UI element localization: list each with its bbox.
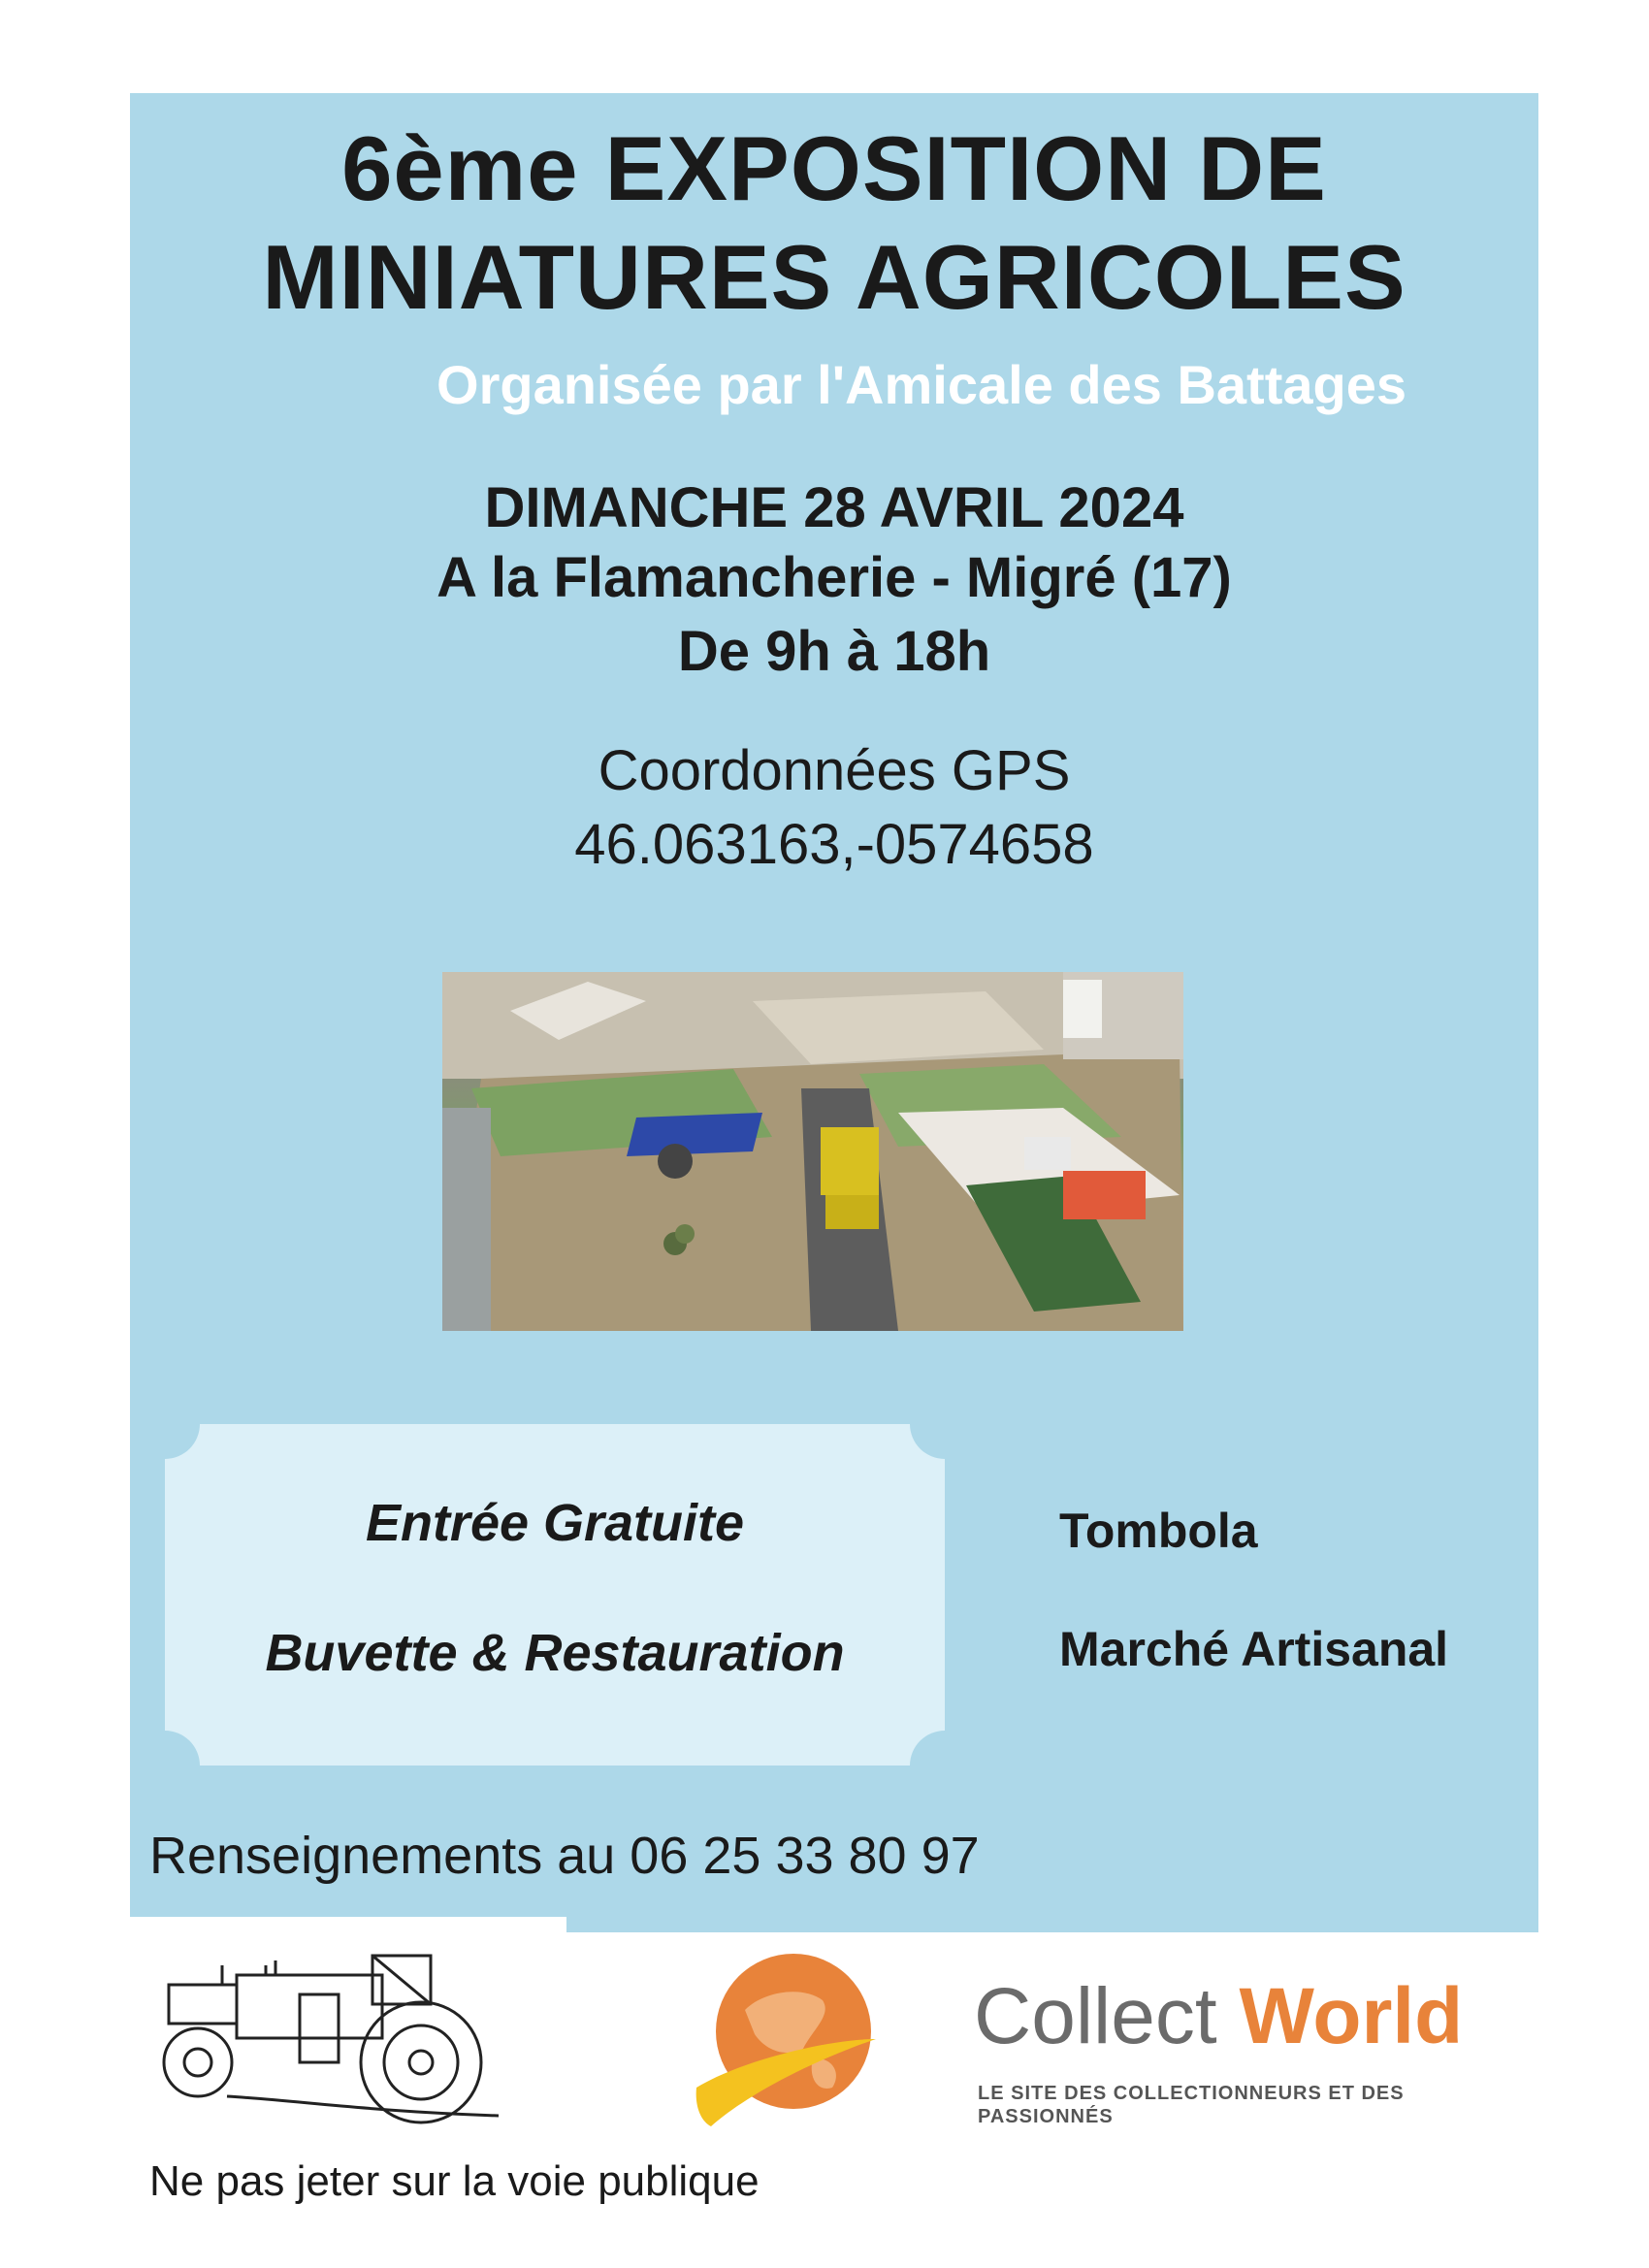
sponsor-box (681, 1936, 1538, 2144)
sponsor-name (974, 1973, 1463, 2060)
poster-title-line1: 6ème EXPOSITION DE (341, 117, 1327, 219)
sponsor-tagline: LE SITE DES COLLECTIONNEURS ET DES PASSIONNÉS (978, 2083, 1405, 2127)
food-drinks: Buvette & Restauration (265, 1624, 845, 1682)
poster-subtitle: Organisée par l'Amicale des Battages (436, 354, 1406, 415)
sponsor-name-part2: World (1239, 1972, 1464, 2060)
poster-title-line2: MINIATURES AGRICOLES (262, 226, 1406, 328)
entry-free: Entrée Gratuite (365, 1494, 745, 1552)
event-location: A la Flamancherie - Migré (17) (436, 546, 1232, 609)
globe-icon (687, 1942, 881, 2136)
gps-coordinates: 46.063163,-0574658 (574, 813, 1094, 876)
event-hours: De 9h à 18h (677, 620, 991, 683)
craft-market-label: Marché Artisanal (1059, 1622, 1449, 1676)
footer-note: Ne pas jeter sur la voie publique (149, 2157, 760, 2205)
sponsor-name-part1: Collect (974, 1972, 1217, 2060)
event-date: DIMANCHE 28 AVRIL 2024 (484, 476, 1184, 539)
ticket-box (165, 1424, 945, 1766)
contact-phone: Renseignements au 06 25 33 80 97 (149, 1827, 980, 1885)
tractor-box (130, 1917, 566, 2144)
diorama-photo (442, 972, 1183, 1331)
tractor-sketch-icon (130, 1917, 566, 2144)
gps-label: Coordonnées GPS (598, 739, 1071, 802)
raffle-label: Tombola (1059, 1504, 1258, 1558)
diorama-illustration (442, 972, 1183, 1331)
